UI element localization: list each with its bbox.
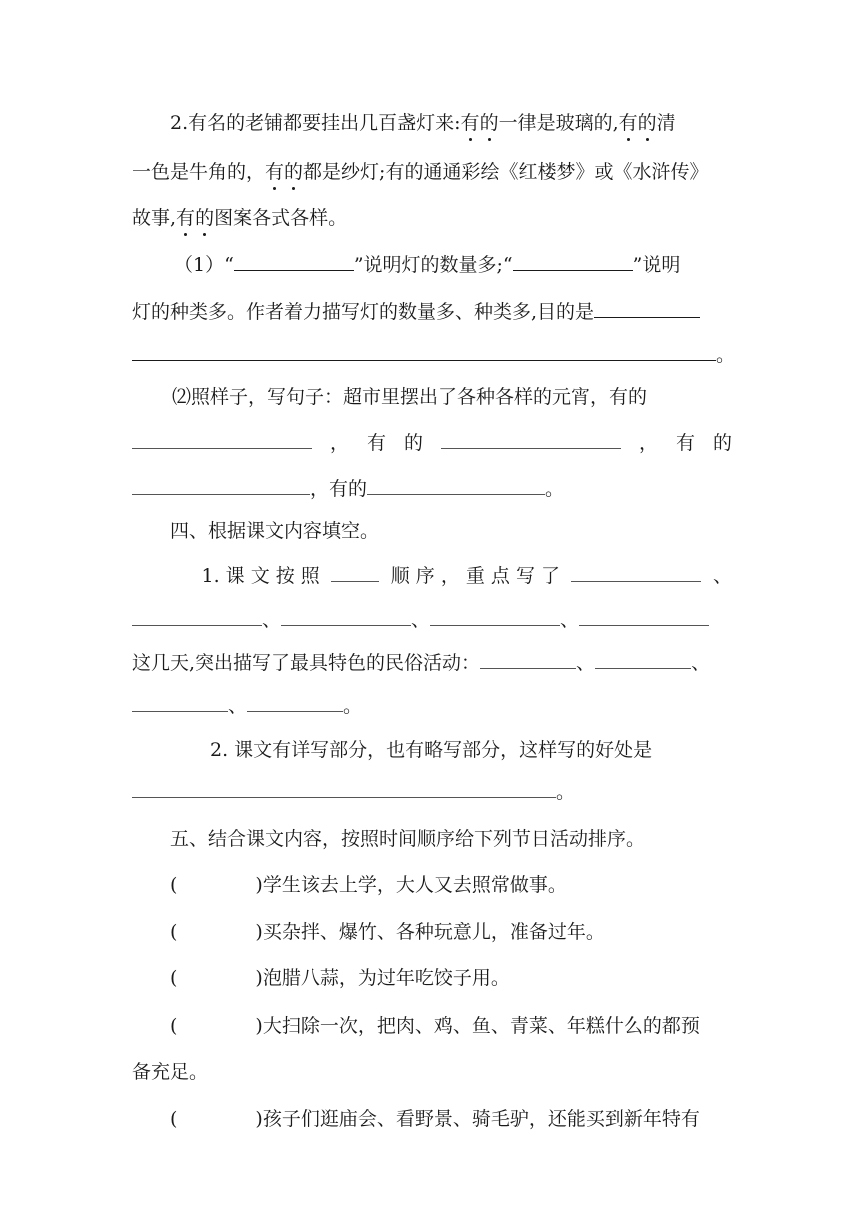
answer-blank[interactable] <box>132 429 312 449</box>
answer-blank[interactable] <box>132 475 310 495</box>
q2-2-line-3: ，有的 。 <box>132 474 732 504</box>
sec4-q1-line-1: 1. 课 文 按 照 顺 序 ， 重 点 写 了 、 <box>132 561 732 591</box>
answer-blank[interactable] <box>430 606 560 626</box>
order-paren-open: ( <box>170 1108 178 1130</box>
sort-item: ( )泡腊八蒜，为过年吃饺子用。 <box>170 967 510 989</box>
sec4-q2-line-1: 2. 课文有详写部分，也有略写部分，这样写的好处是 <box>210 739 653 761</box>
q2-2-line-1: ⑵照样子，写句子：超市里摆出了各种各样的元宵，有的 <box>172 386 648 408</box>
q2-number: 2. <box>170 112 189 134</box>
answer-blank[interactable] <box>367 475 545 495</box>
q2-2-line-2: ， 有 的 ， 有 的 <box>132 428 732 458</box>
emphasis-youde: 有的 <box>176 207 214 229</box>
sec4-q1-line-2: 、 、 、 <box>132 605 732 635</box>
answer-blank[interactable] <box>132 606 262 626</box>
q2-1-line-1: （1）“ ”说明灯的数量多;“ ”说明 <box>132 250 732 280</box>
answer-blank[interactable] <box>579 606 709 626</box>
answer-blank[interactable] <box>594 298 700 318</box>
emphasis-youde: 有的 <box>619 112 657 134</box>
answer-blank[interactable] <box>281 606 411 626</box>
order-paren-open: ( <box>170 874 178 896</box>
answer-blank[interactable] <box>247 692 343 712</box>
sort-item: ( )买杂拌、爆竹、各种玩意儿，准备过年。 <box>170 921 605 943</box>
section-5-title: 五、结合课文内容，按照时间顺序给下列节日活动排序。 <box>170 828 646 850</box>
q2-line-2: 一色是牛角的，有的都是纱灯;有的通通彩绘《红楼梦》或《水浒传》 <box>132 157 732 187</box>
sec4-q1-line-4: 、 。 <box>132 691 732 721</box>
answer-blank[interactable] <box>480 649 576 669</box>
emphasis-youde: 有的 <box>461 112 499 134</box>
answer-blank[interactable] <box>595 649 691 669</box>
q2-line-3: 故事,有的图案各式各样。 <box>132 203 732 233</box>
q2-line-1: 2.有名的老铺都要挂出几百盏灯来:有的一律是玻璃的,有的清 <box>132 108 732 138</box>
sec4-q1-line-3: 这几天,突出描写了最具特色的民俗活动： 、 、 <box>132 648 732 678</box>
sec4-q2-line-2: 。 <box>132 777 732 807</box>
order-paren-open: ( <box>170 1015 178 1037</box>
emphasis-youde: 有的 <box>265 161 303 183</box>
answer-blank[interactable] <box>331 562 379 582</box>
sort-item: ( )大扫除一次，把肉、鸡、鱼、青菜、年糕什么的都预 <box>170 1015 700 1037</box>
answer-blank[interactable] <box>441 429 621 449</box>
answer-blank[interactable] <box>234 251 354 271</box>
sort-item-continuation: 备充足。 <box>132 1061 209 1083</box>
answer-blank[interactable] <box>132 778 556 798</box>
sort-item: ( )孩子们逛庙会、看野景、骑毛驴，还能买到新年特有 <box>170 1108 700 1130</box>
sort-item: ( )学生该去上学，大人又去照常做事。 <box>170 874 567 896</box>
answer-blank[interactable] <box>513 251 633 271</box>
order-paren-open: ( <box>170 921 178 943</box>
q2-1-line-2: 灯的种类多。作者着力描写灯的数量多、种类多,目的是 <box>132 297 732 327</box>
q2-1-line-3: 。 <box>132 340 732 370</box>
answer-blank[interactable] <box>132 341 716 361</box>
section-4-title: 四、根据课文内容填空。 <box>170 520 380 542</box>
answer-blank[interactable] <box>571 562 701 582</box>
order-paren-open: ( <box>170 967 178 989</box>
answer-blank[interactable] <box>132 692 228 712</box>
